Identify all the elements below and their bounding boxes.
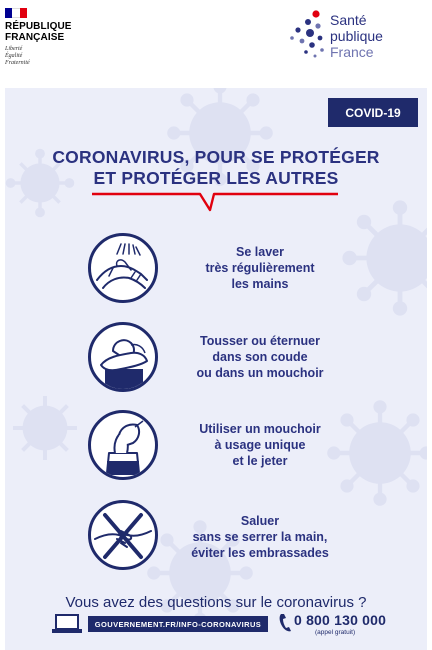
caption-line: Se laver <box>236 245 284 259</box>
gesture-row <box>0 500 432 570</box>
caption-line: ou dans un mouchoir <box>196 366 324 380</box>
motto-liberte: Liberté <box>5 46 23 52</box>
dots-logo-icon <box>288 10 328 60</box>
caption-line: Saluer <box>240 514 280 528</box>
caption-line: à usage unique <box>214 438 306 452</box>
phone-number[interactable]: 0 800 130 000 <box>294 612 387 628</box>
phone-icon <box>278 613 292 633</box>
sante-publique-france-logo <box>288 10 408 70</box>
caption-line: sans se serrer la main, <box>192 530 328 544</box>
republique-francaise-logo <box>5 8 72 67</box>
caption-line: dans son coude <box>212 350 308 364</box>
caption-line: Tousser ou éternuer <box>200 334 320 348</box>
covid-badge: COVID-19 <box>328 98 418 127</box>
speech-underline-icon <box>90 190 340 214</box>
caption-line: les mains <box>231 277 289 291</box>
sante-line3: France <box>330 44 374 60</box>
gesture-caption <box>170 244 350 292</box>
french-flag-icon <box>5 8 27 18</box>
gesture-row <box>0 233 432 303</box>
sante-line1: Santé <box>330 12 367 28</box>
motto-egalite: Égalité <box>5 53 23 59</box>
headline-line1: CORONAVIRUS, POUR SE PROTÉGER <box>52 147 380 167</box>
header <box>0 0 432 88</box>
footer-question: Vous avez des questions sur le coronavirus ? <box>65 594 367 611</box>
caption-line: très régulièrement <box>205 261 315 275</box>
laptop-icon <box>52 614 82 634</box>
gesture-caption <box>170 421 350 469</box>
sante-line2: publique <box>330 28 383 44</box>
gesture-caption <box>170 333 350 381</box>
gesture-caption <box>170 513 350 561</box>
republique-line1: RÉPUBLIQUE <box>5 21 72 32</box>
gesture-row <box>0 322 432 392</box>
motto <box>5 46 72 67</box>
info-coronavirus-link[interactable]: GOUVERNEMENT.FR/INFO-CORONAVIRUS <box>88 616 268 632</box>
caption-line: éviter les embrassades <box>191 546 329 560</box>
tissue-box-icon <box>88 410 158 480</box>
caption-line: et le jeter <box>232 454 288 468</box>
cough-elbow-icon <box>88 322 158 392</box>
hand-washing-icon <box>88 233 158 303</box>
gesture-row <box>0 410 432 480</box>
republique-line2: FRANÇAISE <box>5 32 65 43</box>
no-handshake-icon <box>88 500 158 570</box>
caption-line: Utiliser un mouchoir <box>199 422 321 436</box>
headline-line2: ET PROTÉGER LES AUTRES <box>93 168 339 188</box>
phone-note: (appel gratuit) <box>315 629 356 636</box>
motto-fraternite: Fraternité <box>5 60 30 66</box>
